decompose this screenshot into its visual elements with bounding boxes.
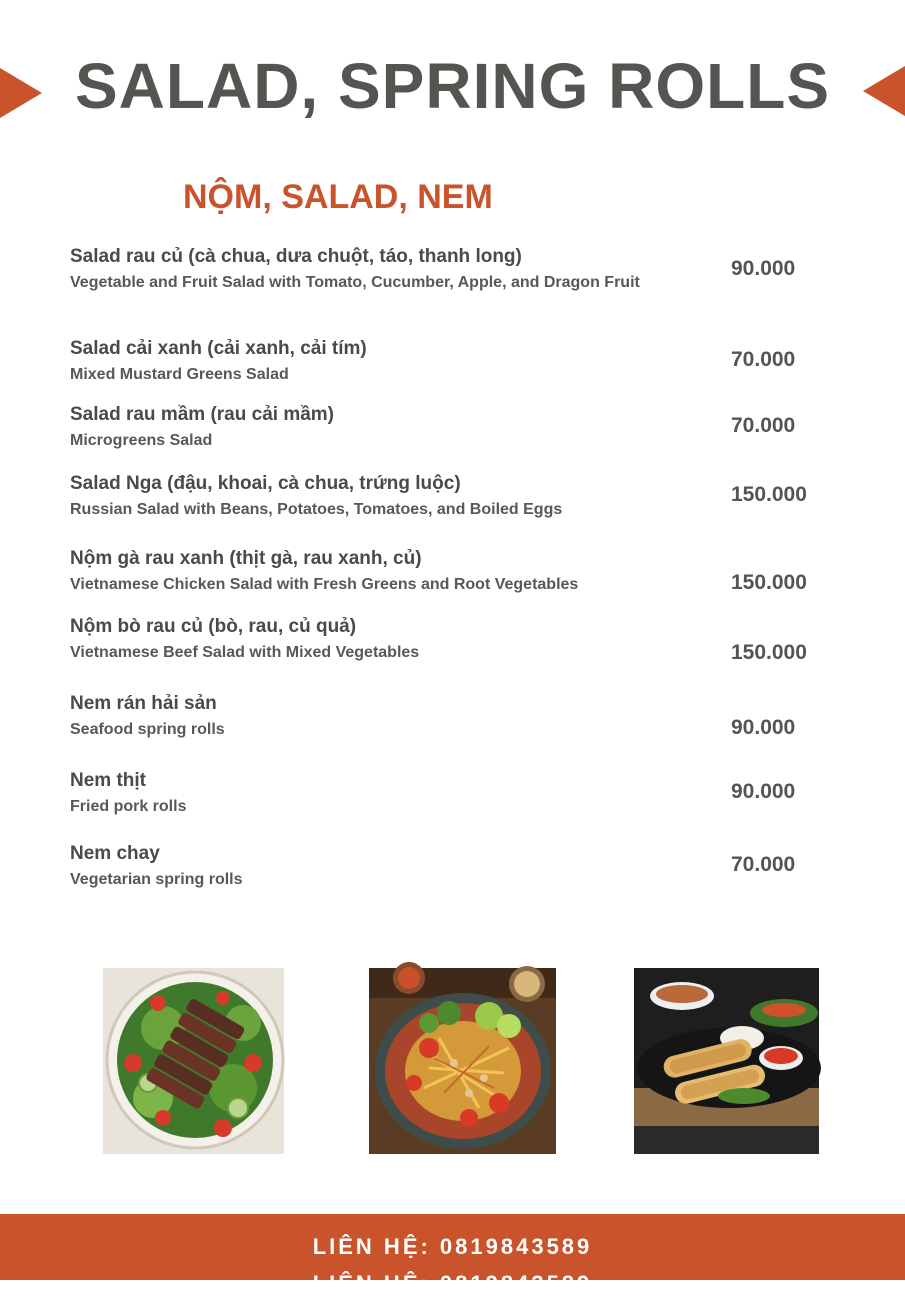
menu-item: [70, 545, 900, 597]
menu-item: [70, 401, 900, 453]
item-price: 90.000: [731, 716, 796, 739]
item-name-en: Mixed Mustard Greens Salad: [70, 366, 289, 383]
item-name-en: Vietnamese Chicken Salad with Fresh Greens and Root Vegetables: [70, 576, 579, 593]
item-name-vn: Nem thịt: [70, 770, 146, 791]
section-title: NỘM, SALAD, NEM: [183, 178, 493, 216]
page-title: SALAD, SPRING ROLLS: [74, 50, 831, 122]
item-name-vn: Nem rán hải sản: [70, 693, 217, 714]
item-price: 90.000: [731, 780, 796, 803]
menu-item: [70, 613, 900, 665]
menu-item: [70, 840, 900, 892]
item-price: 150.000: [731, 571, 807, 594]
item-name-vn: Salad rau mầm (rau cải mầm): [70, 404, 334, 425]
item-name-vn: Salad rau củ (cà chua, dưa chuột, táo, thanh long): [70, 246, 522, 267]
item-price: 150.000: [731, 641, 807, 664]
item-price: 90.000: [731, 257, 796, 280]
item-price: 70.000: [731, 414, 796, 437]
item-name-en: Vietnamese Beef Salad with Mixed Vegetables: [70, 644, 420, 661]
footer-contact-second: LIÊN HỆ: 0819843589: [312, 1271, 593, 1296]
item-name-vn: Salad Nga (đậu, khoai, cà chua, trứng luộc): [70, 473, 461, 494]
item-name-en: Vegetarian spring rolls: [70, 871, 243, 888]
papaya-salad-photo: [369, 968, 556, 1154]
menu-item: [70, 767, 900, 819]
item-name-en: Microgreens Salad: [70, 432, 213, 449]
beef-salad-photo: [103, 968, 284, 1154]
item-name-vn: Nem chay: [70, 843, 160, 864]
menu-item: [70, 690, 900, 742]
item-name-vn: Nộm gà rau xanh (thịt gà, rau xanh, củ): [70, 548, 422, 569]
item-name-en: Fried pork rolls: [70, 798, 187, 815]
item-price: 70.000: [731, 348, 796, 371]
footer-bar: [0, 1214, 905, 1296]
menu-item: [70, 243, 900, 295]
item-price: 70.000: [731, 853, 796, 876]
footer-contact: LIÊN HỆ: 0819843589: [312, 1234, 593, 1259]
item-name-vn: Nộm bò rau củ (bò, rau, củ quả): [70, 616, 357, 637]
item-name-en: Vegetable and Fruit Salad with Tomato, Cucumber, Apple, and Dragon Fruit: [70, 274, 640, 291]
item-name-en: Russian Salad with Beans, Potatoes, Tomatoes, and Boiled Eggs: [70, 501, 563, 518]
item-name-vn: Salad cải xanh (cải xanh, cải tím): [70, 338, 367, 359]
spring-rolls-photo: [634, 968, 819, 1154]
menu-item: [70, 470, 900, 522]
menu-item: [70, 335, 900, 387]
item-name-en: Seafood spring rolls: [70, 721, 225, 738]
item-price: 150.000: [731, 483, 807, 506]
